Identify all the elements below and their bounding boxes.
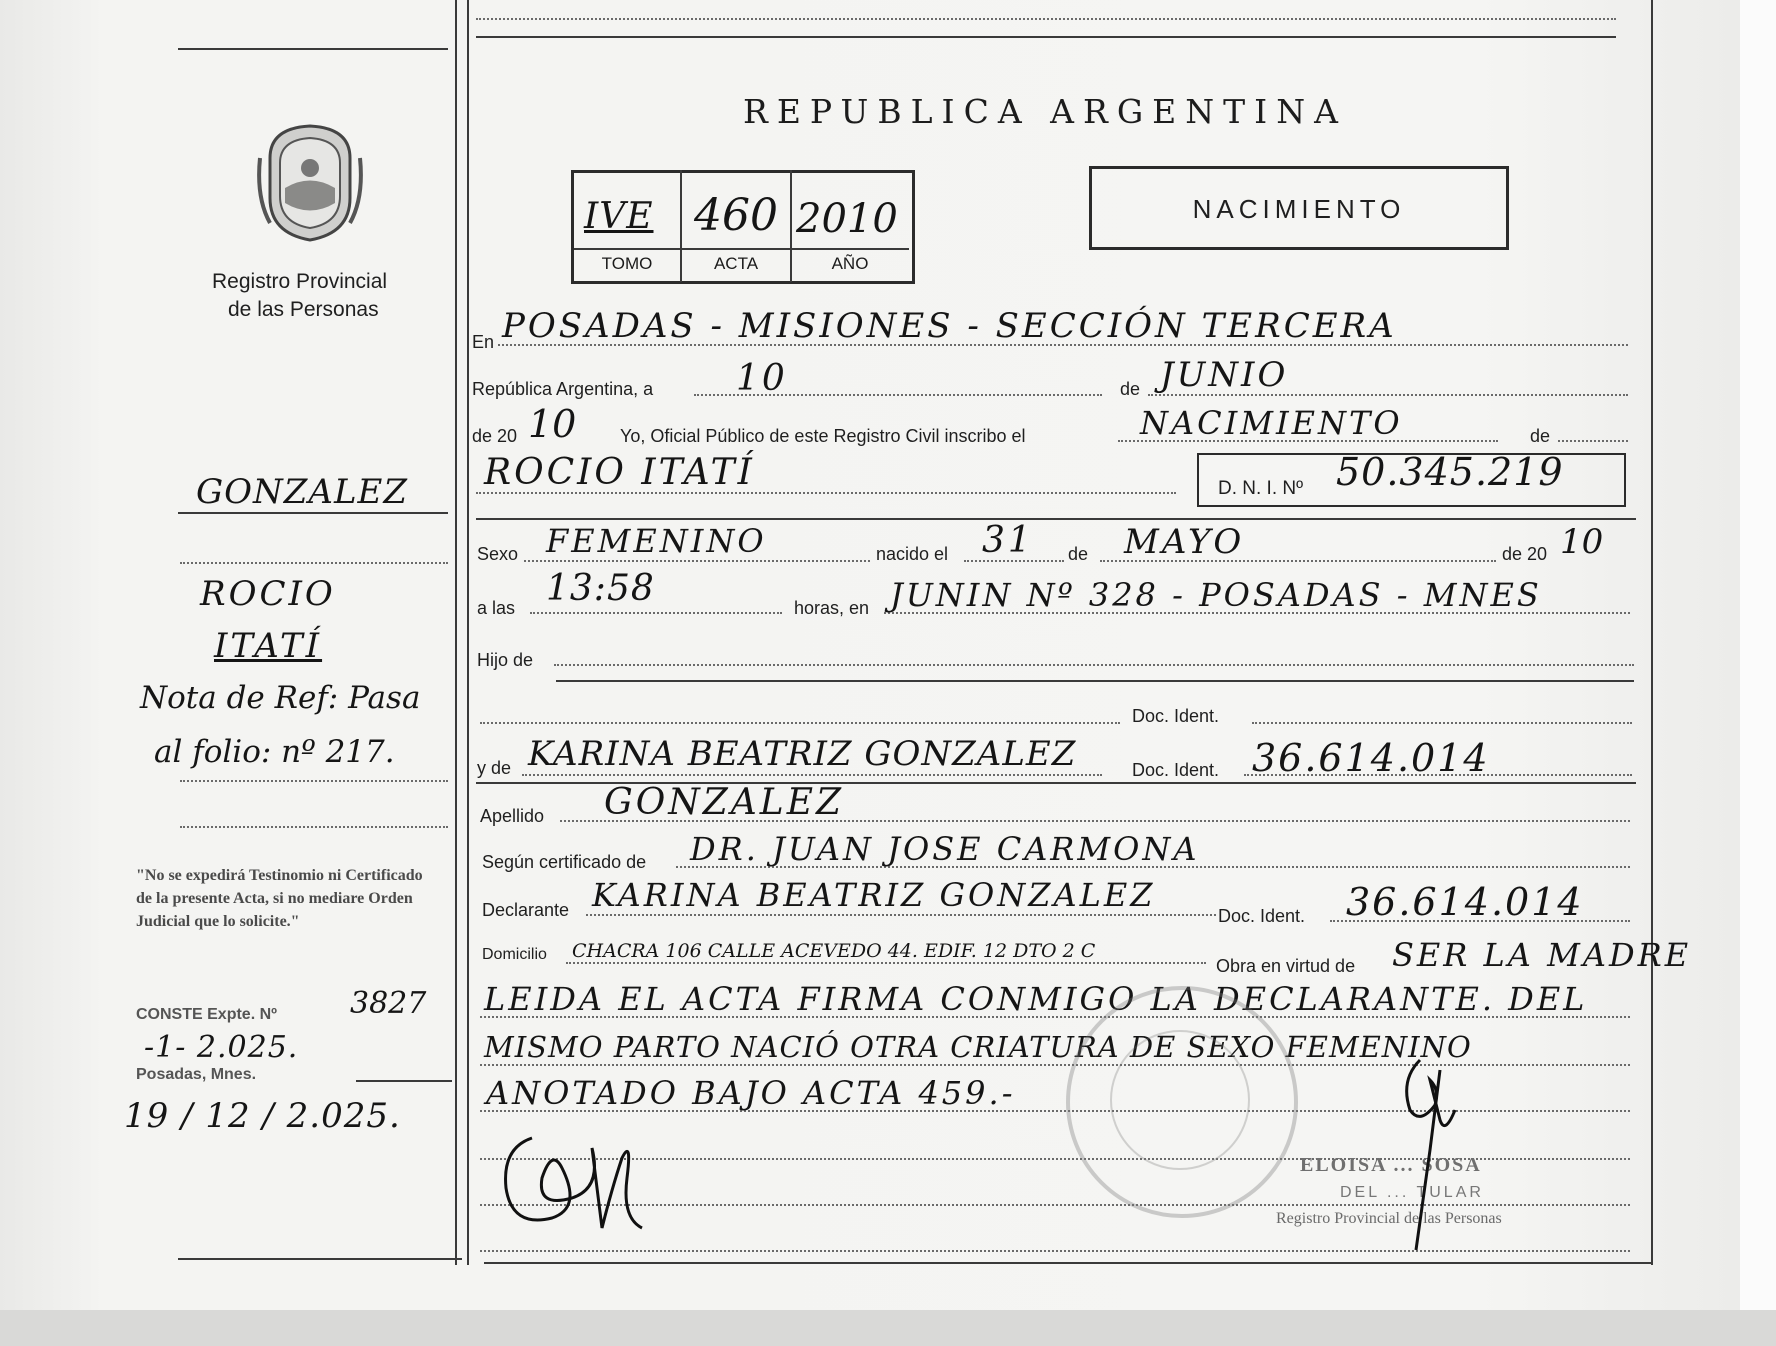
hijo-label: Hijo de [477,650,534,670]
place-value: POSADAS - MISIONES - SECCIÓN TERCERA [502,306,1397,346]
obra-value: SER LA MADRE [1392,936,1692,974]
dni-label: D. N. I. Nº [1218,478,1304,499]
certificado-value: DR. JUAN JOSE CARMONA [690,830,1200,868]
official-stamp-name: ELOISA ... SOSA [1300,1154,1482,1176]
sexo-line [524,560,870,562]
top-dotted-line [476,18,1616,20]
mother-line [522,774,1102,776]
nacido-label: nacido el [876,544,949,564]
birth-place: JUNIN Nº 328 - POSADAS - MNES [890,576,1542,614]
margin-note-line1: Nota de Ref: Pasa [140,680,421,716]
sexo-value: FEMENINO [546,522,767,560]
declarante-label: Declarante [482,900,570,920]
acta-value: 460 [694,190,778,241]
year-suffix: 10 [528,402,577,446]
year-prefix: de 20 [472,426,518,446]
margin-surname-rule [178,512,448,514]
republica-label: República Argentina, a [472,379,654,399]
a-las-label: a las [477,598,516,618]
margin-top-rule [178,48,448,50]
margin-note-line2: al folio: nº 217. [154,734,395,770]
form-right-border [1651,0,1653,1265]
de-line2 [1558,440,1628,442]
de-label3: de [1068,544,1089,564]
month-value: JUNIO [1160,355,1289,395]
country-title: REPUBLICA ARGENTINA [743,92,1347,131]
act-word-value: NACIMIENTO [1140,404,1403,442]
stamp-inner-ring [1110,1030,1250,1170]
domicilio-label: Domicilio [482,946,547,963]
apellido-value: GONZALEZ [604,782,844,823]
section-rule-2 [556,680,1634,682]
mother-doc: 36.614.014 [1252,736,1490,780]
tomo-label: TOMO [601,254,653,273]
horas-label: horas, en [794,598,870,618]
registry-name-line1: Registro Provincial [212,270,388,293]
de-label: de [1120,379,1141,399]
declarante-doc: 36.614.014 [1346,880,1584,924]
apellido-label: Apellido [480,806,545,826]
margin-surname: GONZALEZ [196,472,408,512]
section-rule-1 [476,518,1636,520]
ano-value: 2010 [796,196,898,242]
en-label: En [472,332,495,352]
left-column-rule [455,0,457,1265]
note-line-1: LEIDA EL ACTA FIRMA CONMIGO LA DECLARANTE. DEL [484,980,1588,1018]
birth-day: 31 [982,520,1034,561]
place-label: Posadas, Mnes. [136,1066,257,1083]
margin-dots-1 [180,562,448,564]
birth-month: MAYO [1124,522,1245,562]
tomo-value: IVE [584,196,654,237]
birth-year-suffix: 10 [1560,522,1604,562]
declarante-value: KARINA BEATRIZ GONZALEZ [592,876,1156,914]
inscribo-text: Yo, Oficial Público de este Registro Civil inscribo el [620,426,1026,446]
conste-label: CONSTE Expte. Nº [136,1006,277,1023]
margin-dots-2 [180,780,448,782]
time-line [530,612,782,614]
y-de-label: y de [477,758,512,778]
margin-dots-3 [180,826,448,828]
form-top-rule [476,36,1616,38]
emblem-seal-icon [250,118,370,248]
table-label-rule [574,248,909,250]
sexo-label: Sexo [477,544,519,564]
acta-label: ACTA [713,254,759,273]
declarant-signature-icon [492,1118,662,1252]
margin-name-line2: ITATÍ [214,626,323,666]
doc-ident-label: Doc. Ident. [1132,706,1220,726]
de-label2: de [1530,426,1551,446]
legal-notice: "No se expedirá Testinomio ni Certificado de la presente Acta, si no mediare Orden Judicial que lo solicite." [136,867,423,930]
conste-value: 3827 [350,986,427,1021]
ano-label: AÑO [831,254,869,273]
dni-value: 50.345.219 [1336,450,1564,494]
domicilio-value: CHACRA 106 CALLE ACEVEDO 44. EDIF. 12 DTO 2 C [572,940,1096,962]
form-bottom-rule [484,1262,1652,1264]
birth-year-prefix: de 20 [1502,544,1548,564]
official-stamp-title: DEL ... TULAR [1340,1184,1484,1201]
father-line-2 [480,722,1120,724]
margin-date: 19 / 12 / 2.025. [124,1096,401,1136]
registry-name-line2: de las Personas [228,298,379,321]
right-margin [1740,0,1776,1346]
mother-name: KARINA BEATRIZ GONZALEZ [528,734,1077,774]
margin-date-rule [356,1080,452,1082]
act-type-label: NACIMIENTO [1192,194,1406,224]
doc-ident-label2: Doc. Ident. [1132,760,1220,780]
certificado-label: Según certificado de [482,852,647,872]
time-value: 13:58 [546,568,655,609]
official-signature-icon [1380,1050,1470,1260]
conste-line2: -1- 2.025. [144,1030,299,1065]
doc-ident-label3: Doc. Ident. [1218,906,1306,926]
note-line-3: ANOTADO BAJO ACTA 459.- [486,1074,1016,1112]
day-value: 10 [736,358,788,399]
bottom-shadow [0,1310,1776,1346]
margin-name-line1: ROCIO [200,574,336,614]
obra-label: Obra en virtud de [1216,956,1356,976]
note-line-2: MISMO PARTO NACIÓ OTRA CRIATURA DE SEXO FEMENINO [484,1030,1472,1064]
margin-bottom-rule [178,1258,462,1260]
official-stamp-registry: Registro Provincial de las Personas [1276,1210,1502,1227]
person-name: ROCIO ITATÍ [484,452,755,493]
father-doc-line [1252,722,1632,724]
father-line [554,664,1634,666]
form-left-border [467,0,469,1265]
domicilio-line [566,962,1206,964]
declarante-line [586,914,1216,916]
